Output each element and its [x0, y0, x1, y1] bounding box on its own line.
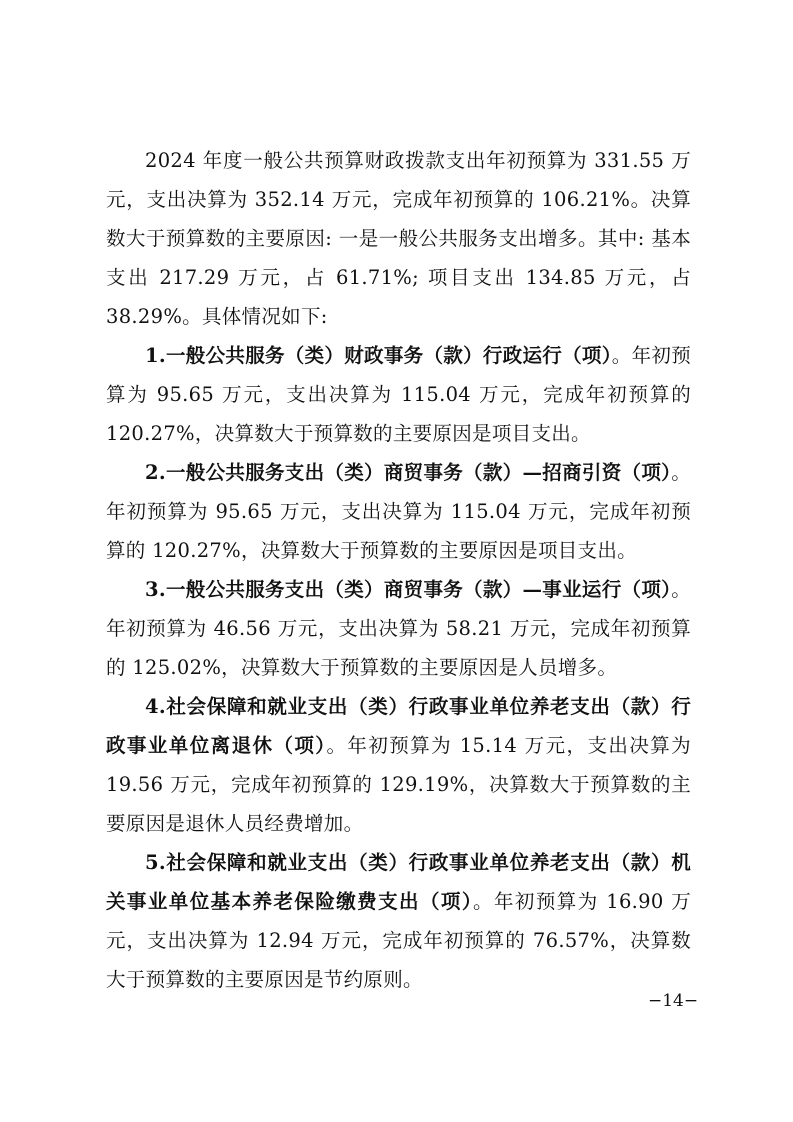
- item-body-4: 。年初预算为 15.14 万元，支出决算为 19.56 万元，完成年初预算的 129.19%，决算数大于预算数的主要原因是退休人员经费增加。: [106, 734, 691, 835]
- item-paragraph-1: [106, 336, 691, 453]
- page-number: −14−: [648, 991, 699, 1011]
- intro-paragraph: 2024 年度一般公共预算财政拨款支出年初预算为 331.55 万元，支出决算为 352.14 万元，完成年初预算的 106.21%。决算数大于预算数的主要原因: 一是一般公共服务支出增多。其中: 基本支出 217.29 万元，占 61.71%; 项目支出 134.85 万元，占 38.29%。具体情况如下:: [106, 149, 691, 328]
- item-heading-1: 1.一般公共服务（类）财政事务（款）行政运行（项）: [145, 344, 612, 367]
- item-heading-4: 4.社会保障和就业支出（类）行政事业单位养老支出（款）行政事业单位离退休（项）: [106, 695, 691, 757]
- item-heading-3: 3.一般公共服务支出（类）商贸事务（款）—事业运行（项）: [145, 578, 672, 601]
- item-paragraph-5: [106, 843, 691, 999]
- item-body-2: 。年初预算为 95.65 万元，支出决算为 115.04 万元，完成年初预算的 120.27%，决算数大于预算数的主要原因是项目支出。: [106, 461, 691, 562]
- document-body: [106, 141, 691, 999]
- item-heading-5: 5.社会保障和就业支出（类）行政事业单位养老支出（款）机关事业单位基本养老保险缴费支出（项）: [106, 851, 691, 913]
- item-paragraph-4: [106, 687, 691, 843]
- item-body-3: 。年初预算为 46.56 万元，支出决算为 58.21 万元，完成年初预算的 125.02%，决算数大于预算数的主要原因是人员增多。: [106, 578, 691, 679]
- item-body-5: 。年初预算为 16.90 万元，支出决算为 12.94 万元，完成年初预算的 76.57%，决算数大于预算数的主要原因是节约原则。: [106, 890, 692, 991]
- item-paragraph-2: [106, 453, 691, 570]
- item-paragraph-3: [106, 570, 691, 687]
- item-heading-2: 2.一般公共服务支出（类）商贸事务（款）—招商引资（项）: [145, 461, 672, 484]
- item-body-1: 。年初预算为 95.65 万元，支出决算为 115.04 万元，完成年初预算的 120.27%，决算数大于预算数的主要原因是项目支出。: [106, 344, 692, 445]
